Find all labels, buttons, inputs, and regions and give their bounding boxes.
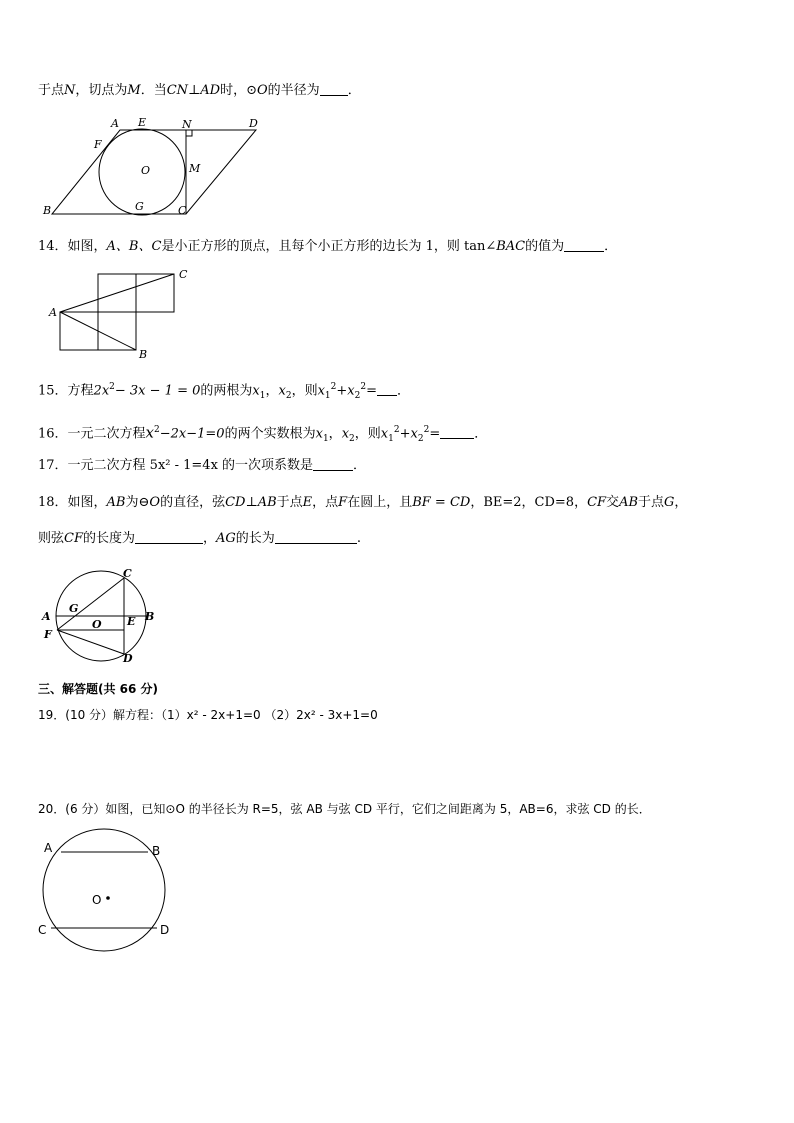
q18-answer-blank-1[interactable]: [135, 531, 203, 544]
q17-answer-blank[interactable]: [313, 458, 353, 471]
q13-o: O: [257, 83, 268, 98]
fig13-label-N: N: [182, 118, 192, 131]
fig20-label-D: D: [160, 923, 170, 937]
fig20-label-O: O: [92, 893, 102, 907]
q17-line: [38, 457, 366, 475]
fig13-label-C: C: [178, 204, 187, 217]
q16-answer-blank[interactable]: [440, 426, 474, 439]
q15-line: 15．方程$2x^2- 3x - 1 = 0$的两根为$x_1$，$x_2$，则$x_1^2+x_2^2=$ ．: [38, 382, 411, 401]
fig20-label-B: B: [152, 844, 161, 858]
fig14-label-C: C: [179, 268, 188, 281]
fig13-label-B: B: [43, 204, 52, 217]
q14-text: 是小正方形的顶点，且每个小正方形的边长为 1，则 tan∠: [161, 239, 497, 254]
q14-angle: BAC: [496, 239, 526, 254]
q15-eq-b: − 3x − 1 = 0: [114, 383, 201, 399]
fig18-label-O: O: [92, 618, 102, 631]
fig13-label-E: E: [138, 116, 147, 129]
q13-pre: 于点: [38, 83, 65, 98]
q17-end: ．: [353, 458, 367, 473]
q18-arc-equality: BF = CD: [412, 495, 471, 510]
q15-x2: x: [278, 383, 286, 399]
fig14-label-A: A: [49, 306, 57, 319]
q16-mid: 的两个实数根为: [224, 426, 316, 442]
q14-points: A、B、C: [106, 239, 162, 254]
q20-text: 20．(6 分）如图，已知⊙O 的半径长为 R=5，弦 AB 与弦 CD 平行，它们之间距离为 5，AB=6，求弦 CD 的长．: [38, 802, 651, 816]
fig20-label-C: C: [38, 923, 47, 937]
q14-post: 的值为: [525, 239, 565, 254]
fig18-label-A: A: [42, 610, 51, 623]
fig18-label-C: C: [123, 567, 132, 580]
q16-then: ，则: [354, 426, 381, 442]
q19-text: 19．(10 分）解方程：（1）x² - 2x+1=0 （2）2x² - 3x+1=0: [38, 708, 378, 722]
fig18-label-D: D: [123, 652, 133, 665]
q13-n: N: [64, 83, 76, 98]
fig13-label-G: G: [135, 200, 144, 213]
q18-line-2: 则弦CF的长度为 ，AG的长为 .: [38, 531, 361, 546]
fig20-label-A: A: [44, 841, 53, 855]
fig18-label-F: F: [44, 628, 52, 641]
q13-m: M: [127, 83, 141, 98]
q13-answer-blank[interactable]: [320, 83, 348, 96]
q16-line: 16．一元二次方程$x^2-2x-1=0$的两个实数根为$x_1$，$x_2$，则$x_1^2+x_2^2=$ ．: [38, 423, 488, 444]
q13-end: ．: [347, 83, 361, 98]
q18-answer-blank-2[interactable]: [275, 531, 357, 544]
figure-20: [34, 836, 184, 956]
fig13-label-D: D: [249, 117, 258, 130]
q16-end: ．: [474, 426, 488, 442]
figure-18: [36, 566, 166, 666]
q15-mid: 的两根为: [200, 383, 253, 399]
q14-num: 14．如图，: [38, 239, 107, 254]
fig18-label-E: E: [127, 615, 136, 628]
fig13-label-O: O: [141, 164, 151, 177]
figure-14: [44, 264, 204, 364]
q13-mid2: ．当: [140, 83, 167, 98]
fig13-label-A: A: [111, 117, 119, 130]
figure-13: [36, 112, 276, 220]
fig13-label-M: M: [189, 162, 201, 175]
fig13-label-F: F: [94, 138, 102, 151]
q14-answer-blank[interactable]: [564, 239, 604, 252]
q15-end: ．: [397, 383, 411, 399]
q13-cond: CN⊥AD: [166, 83, 221, 98]
q15-answer-blank[interactable]: [377, 383, 397, 396]
q13-mid3: 时，⊙: [220, 83, 257, 98]
q16-eq-b: −2x−1=0: [159, 426, 225, 442]
q15-num: 15．方程: [38, 383, 94, 399]
q15-then: ，则: [291, 383, 318, 399]
fig18-label-B: B: [145, 610, 155, 623]
q17-text: 17．一元二次方程 5x² - 1=4x 的一次项系数是: [38, 458, 314, 473]
q13-line: [38, 82, 361, 100]
q14-line: [38, 238, 617, 256]
fig14-label-B: B: [139, 348, 148, 361]
q13-post: 的半径为: [267, 83, 320, 98]
q15-eq-a: 2x: [93, 383, 110, 399]
q18-line-1: 18．如图，AB为⊖O的直径，弦CD⊥AB于点E，点F在圆上，且BF = CD，BE=2，CD=8，CF交AB于点G，: [38, 495, 688, 510]
fig18-label-G: G: [69, 602, 79, 615]
q14-end: ．: [604, 239, 618, 254]
q13-mid1: ，切点为: [75, 83, 128, 98]
q15-x1: x: [252, 383, 260, 399]
q15-sep: ，: [265, 383, 279, 399]
section-3-heading: 三、解答题(共 66 分): [38, 682, 159, 696]
q16-num: 16．一元二次方程: [38, 426, 146, 442]
